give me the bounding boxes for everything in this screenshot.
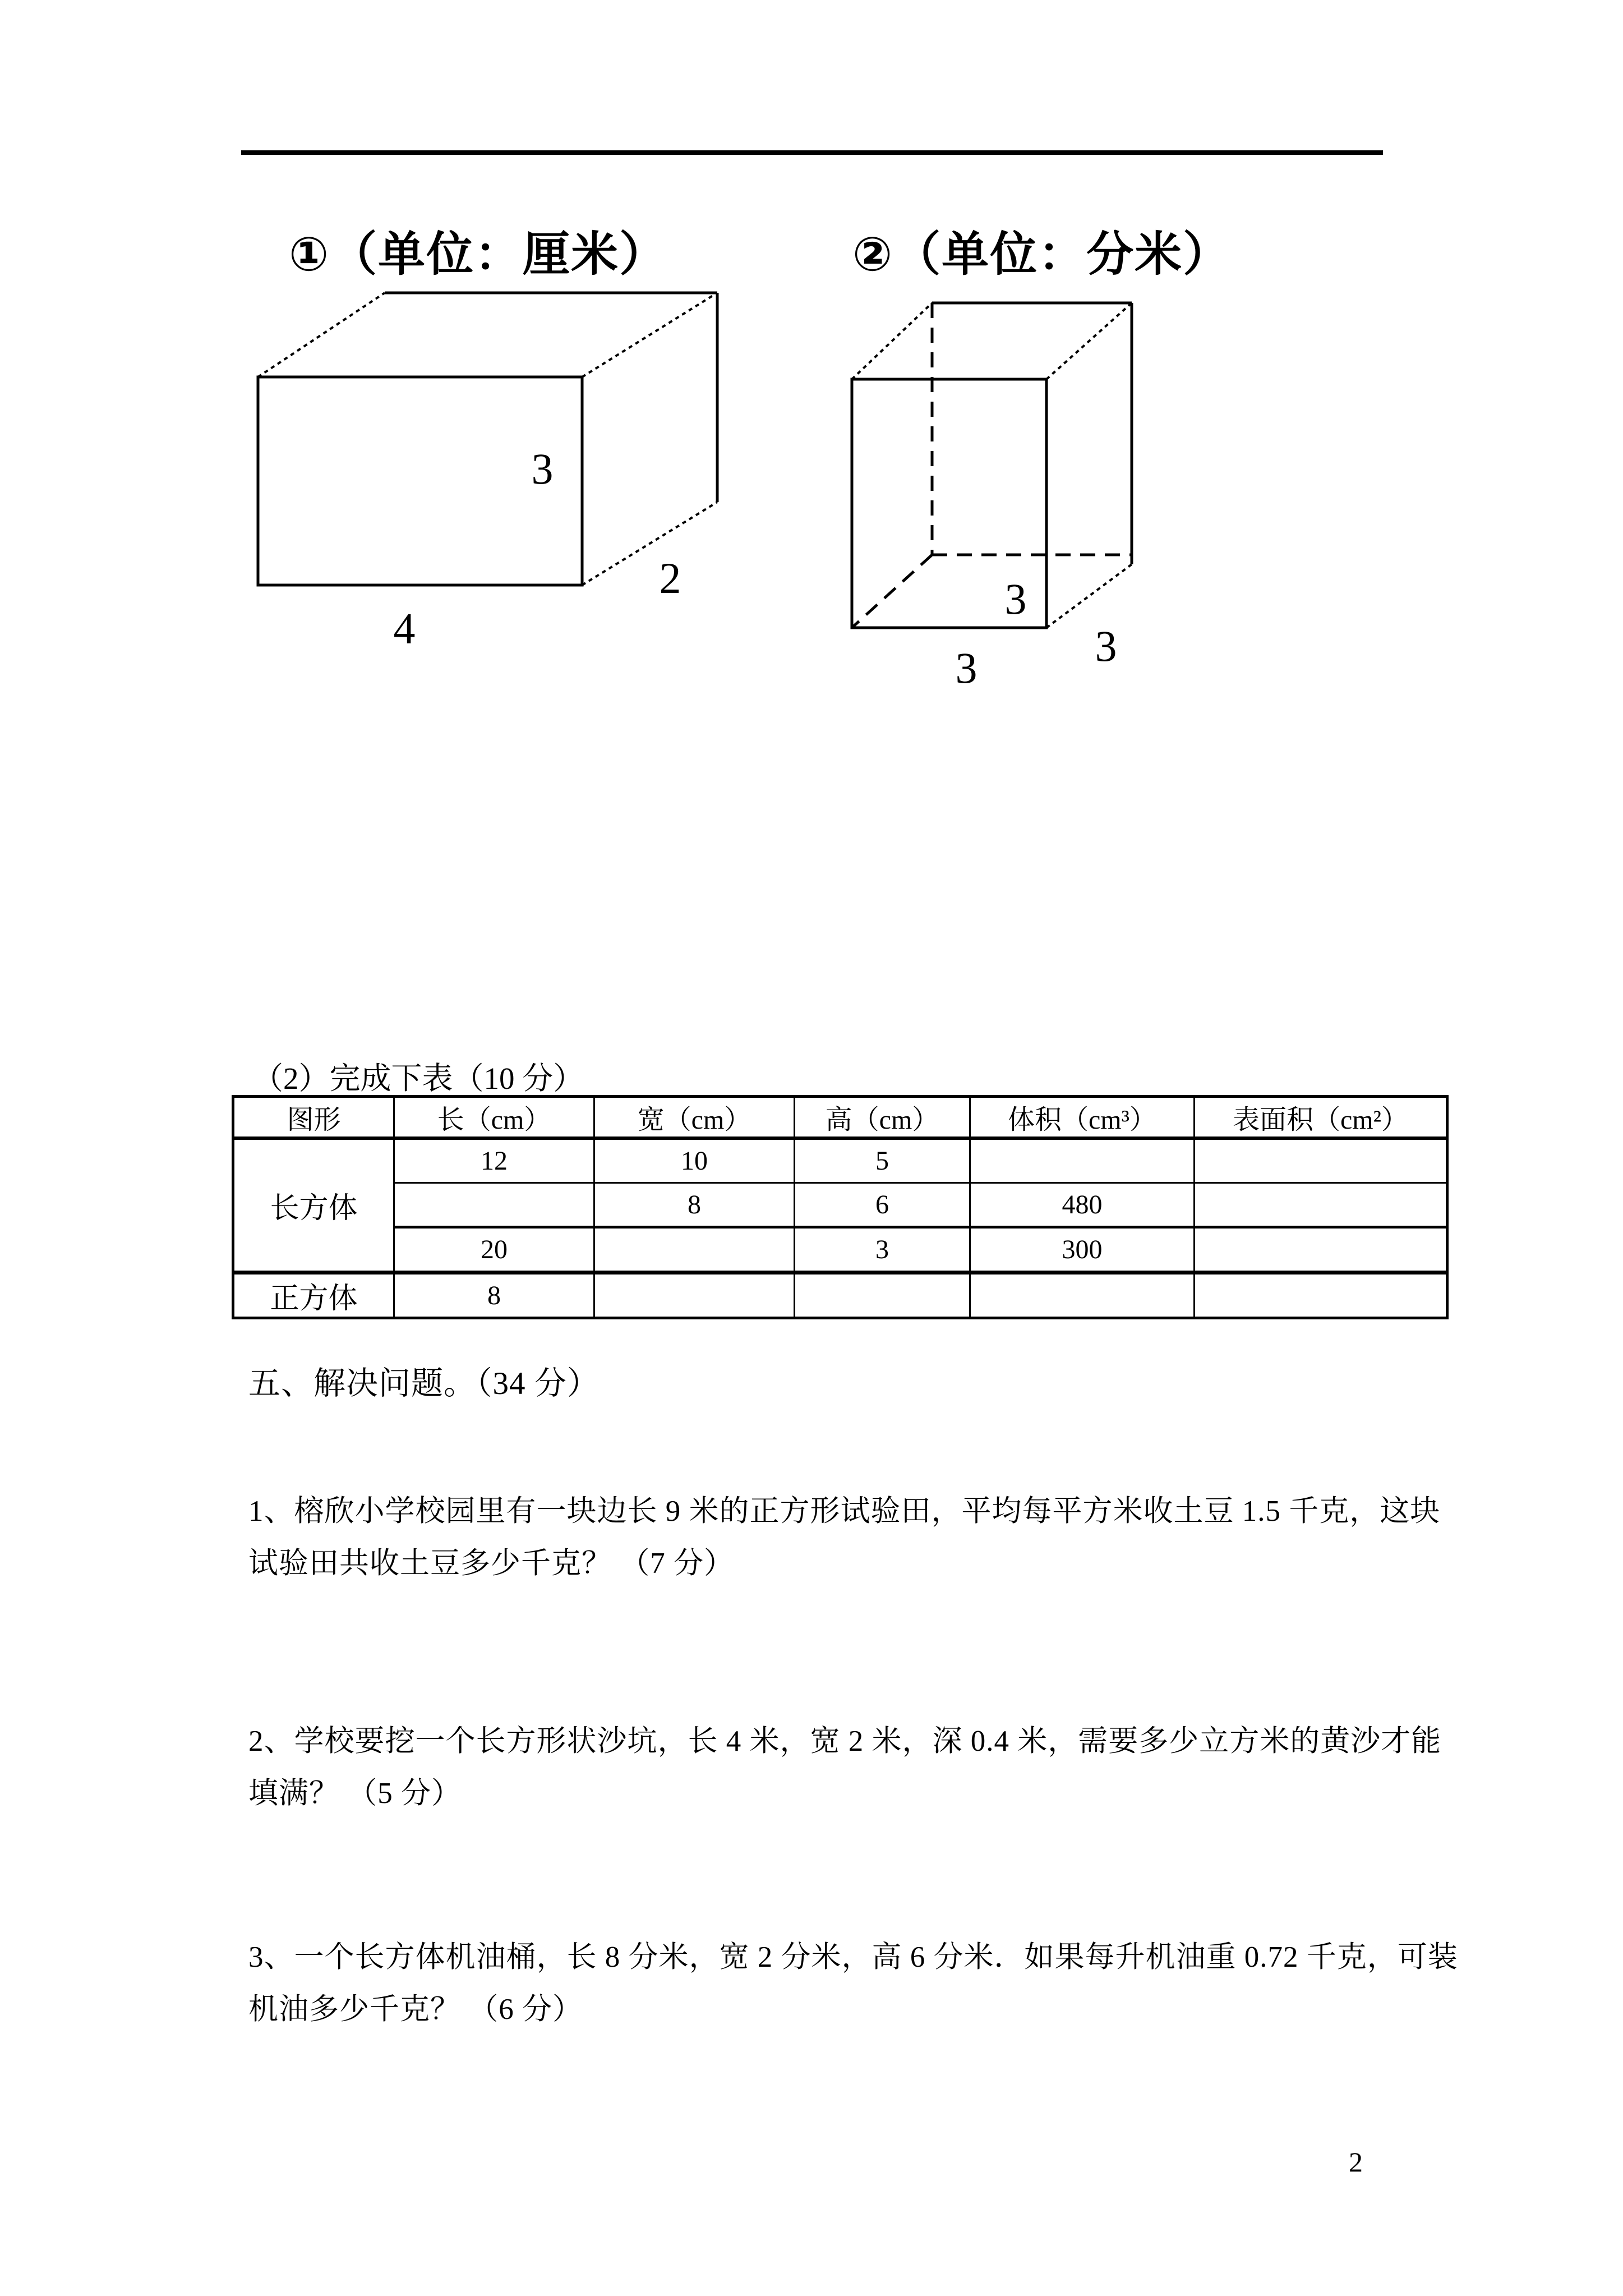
- table-header-row: [233, 1097, 1447, 1139]
- table-row: [233, 1273, 1447, 1318]
- problems-section-heading: 五、解决问题。（34 分）: [248, 1366, 600, 1401]
- shape-cell-cuboid: 长方体: [233, 1138, 394, 1273]
- table-cell: 5: [795, 1138, 970, 1183]
- cube-hidden-left-edge: [852, 555, 932, 628]
- table-cell: 12: [394, 1138, 594, 1183]
- problem-3: [248, 1931, 1458, 2036]
- header-height: 高（cm）: [795, 1097, 970, 1139]
- problem-3-line-2: 机油多少千克？ （6 分）: [248, 1993, 583, 2026]
- table-row: [233, 1183, 1447, 1227]
- table-cell: [594, 1273, 795, 1318]
- problem-1: [248, 1485, 1440, 1590]
- header-surface-area: 表面积（cm²）: [1195, 1097, 1447, 1139]
- table-cell: 300: [970, 1227, 1195, 1273]
- table-cell: [970, 1138, 1195, 1183]
- table-cell: 3: [795, 1227, 970, 1273]
- table-cell: 8: [594, 1183, 795, 1227]
- prism-height-label: 3: [531, 444, 554, 493]
- cube-top-left-edge: [852, 303, 932, 379]
- table-cell: 20: [394, 1227, 594, 1273]
- shape-cell-cube: 正方体: [233, 1273, 394, 1318]
- cube-diagram: [830, 275, 1189, 701]
- table-cell: [1195, 1183, 1447, 1227]
- problem-2: [248, 1715, 1441, 1820]
- table-row: [233, 1138, 1447, 1183]
- page-number: 2: [1349, 2146, 1363, 2178]
- prism-bottom-right-edge: [582, 502, 717, 585]
- dimensions-table: [232, 1095, 1449, 1319]
- table-caption: （2）完成下表（10 分）: [252, 1061, 584, 1096]
- table-cell: [1195, 1138, 1447, 1183]
- cube-depth-label: 3: [1095, 622, 1117, 670]
- table-cell: 480: [970, 1183, 1195, 1227]
- top-divider-rule: [241, 150, 1383, 155]
- table-cell: [1195, 1273, 1447, 1318]
- table-row: [233, 1227, 1447, 1273]
- problem-1-line-1: 1、榕欣小学校园里有一块边长 9 米的正方形试验田，平均每平方米收土豆 1.5 千克，这块: [248, 1495, 1441, 1527]
- prism-top-left-edge: [258, 293, 385, 377]
- figure-1-title: ①（单位：厘米）: [289, 227, 668, 282]
- table-cell: 6: [795, 1183, 970, 1227]
- prism-top-right-edge: [582, 293, 717, 377]
- prism-width-label: 4: [393, 604, 416, 653]
- problem-2-line-2: 填满？ （5 分）: [248, 1777, 462, 1810]
- table-cell: [795, 1273, 970, 1318]
- header-volume: 体积（cm³）: [970, 1097, 1195, 1139]
- table-cell: [594, 1227, 795, 1273]
- table-cell: [394, 1183, 594, 1227]
- rectangular-prism-diagram: [241, 275, 746, 668]
- problem-2-line-1: 2、学校要挖一个长方形状沙坑，长 4 米，宽 2 米，深 0.4 米，需要多少立方米的黄沙才能: [248, 1725, 1442, 1757]
- table-cell: [970, 1273, 1195, 1318]
- table-cell: 10: [594, 1138, 795, 1183]
- cube-inner-label: 3: [1004, 574, 1027, 623]
- table-cell: 8: [394, 1273, 594, 1318]
- cube-width-label: 3: [955, 643, 978, 692]
- problem-1-line-2: 试验田共收土豆多少千克？ （7 分）: [248, 1547, 734, 1580]
- cube-bottom-right-edge: [1046, 564, 1132, 628]
- table-cell: [1195, 1227, 1447, 1273]
- figure-2-title: ②（单位：分米）: [852, 227, 1232, 282]
- header-shape: 图形: [233, 1097, 394, 1139]
- problem-3-line-1: 3、一个长方体机油桶，长 8 分米，宽 2 分米，高 6 分米．如果每升机油重 0.72 千克，可装: [248, 1941, 1458, 1973]
- cube-top-right-edge: [1046, 303, 1132, 379]
- header-length: 长（cm）: [394, 1097, 594, 1139]
- header-width: 宽（cm）: [594, 1097, 795, 1139]
- prism-depth-label: 2: [659, 554, 681, 602]
